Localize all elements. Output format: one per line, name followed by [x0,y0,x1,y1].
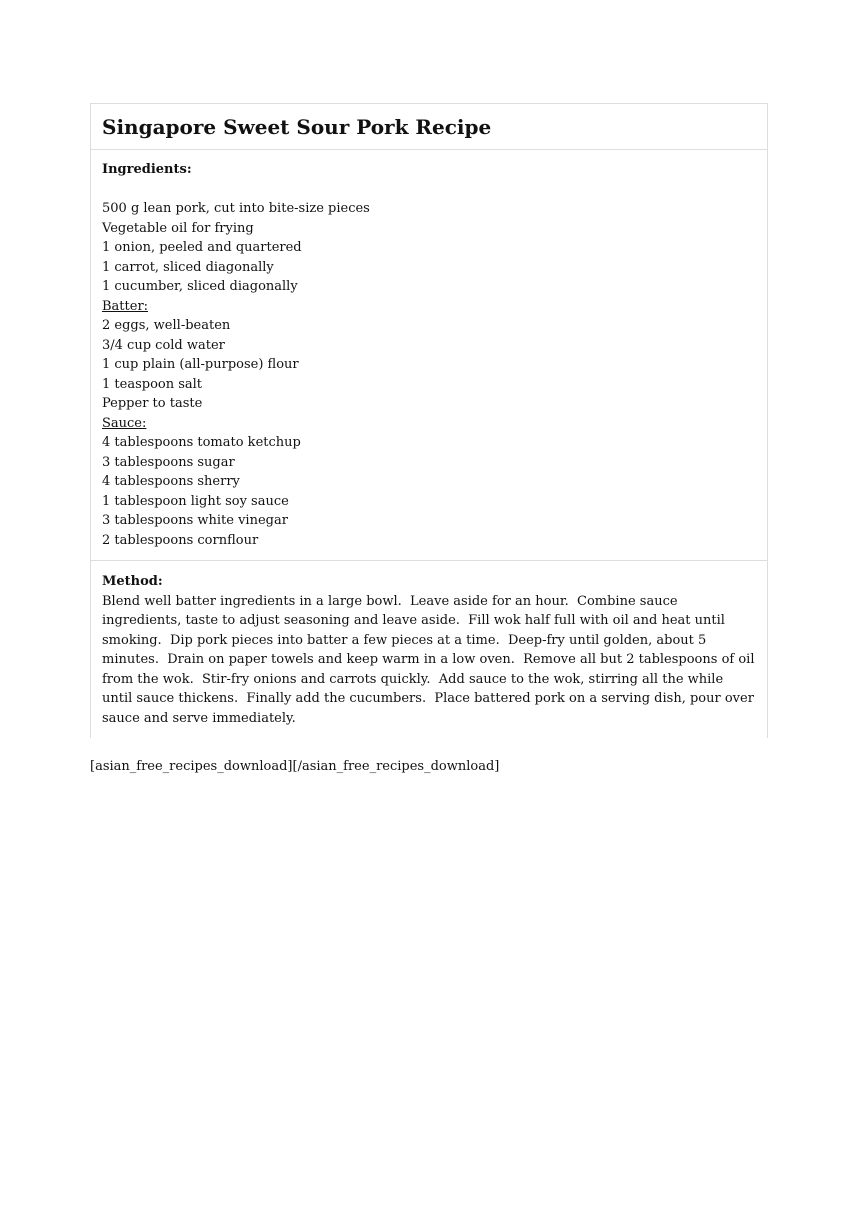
ingredient-item: 4 tablespoons tomato ketchup [102,435,301,450]
ingredient-subheading-batter: Batter: [102,298,149,314]
recipe-card [90,103,768,738]
ingredient-item: Vegetable oil for frying [102,220,254,236]
ingredient-item: 1 cup plain (all-purpose) flour [102,357,299,372]
recipe-title: Singapore Sweet Sour Pork Recipe [91,104,767,150]
ingredients-section [91,150,767,561]
ingredient-item: 4 tablespoons sherry [102,474,240,489]
ingredient-item: 3 tablespoons sugar [102,454,235,470]
ingredient-item: 3/4 cup cold water [102,337,225,353]
ingredient-subheading-sauce: Sauce: [102,415,147,431]
ingredient-item: 2 tablespoons cornflour [102,532,259,548]
ingredient-item: 500 g lean pork, cut into bite-size pieces [102,201,370,216]
ingredients-heading: Ingredients: [102,162,192,177]
ingredient-item: 1 carrot, sliced diagonally [102,259,274,275]
ingredient-item: 1 onion, peeled and quartered [102,240,302,255]
ingredient-item: 2 eggs, well-beaten [102,318,231,333]
method-text: Blend well batter ingredients in a large bowl. Leave aside for an hour. Combine sauce ingredients, taste to adjust seasoning and leave aside. Fill wok half full with oil and heat until smoking. Dip pork pieces into batter a few pieces at a time. Deep-fry until golden, about 5 minutes. Drain on paper towels and keep warm in a low oven. Remove all but 2 tablespoons of oil from the wok. Stir-fry onions and carrots quickly. Add sauce to the wok, stirring all the while until sauce thickens. Finally add the cucumbers. Place battered pork on a serving dish, pour over sauce and serve immediately. [102,593,759,726]
ingredient-item: 1 tablespoon light soy sauce [102,493,289,509]
ingredient-item: Pepper to taste [102,396,203,411]
method-section [91,561,767,738]
ingredients-list [102,199,756,550]
ingredient-item: 3 tablespoons white vinegar [102,513,288,528]
method-heading: Method: [102,574,163,589]
ingredient-item: 1 teaspoon salt [102,376,203,392]
download-shortcode: [asian_free_recipes_download][/asian_free_recipes_download] [90,759,500,774]
ingredient-item: 1 cucumber, sliced diagonally [102,279,298,294]
